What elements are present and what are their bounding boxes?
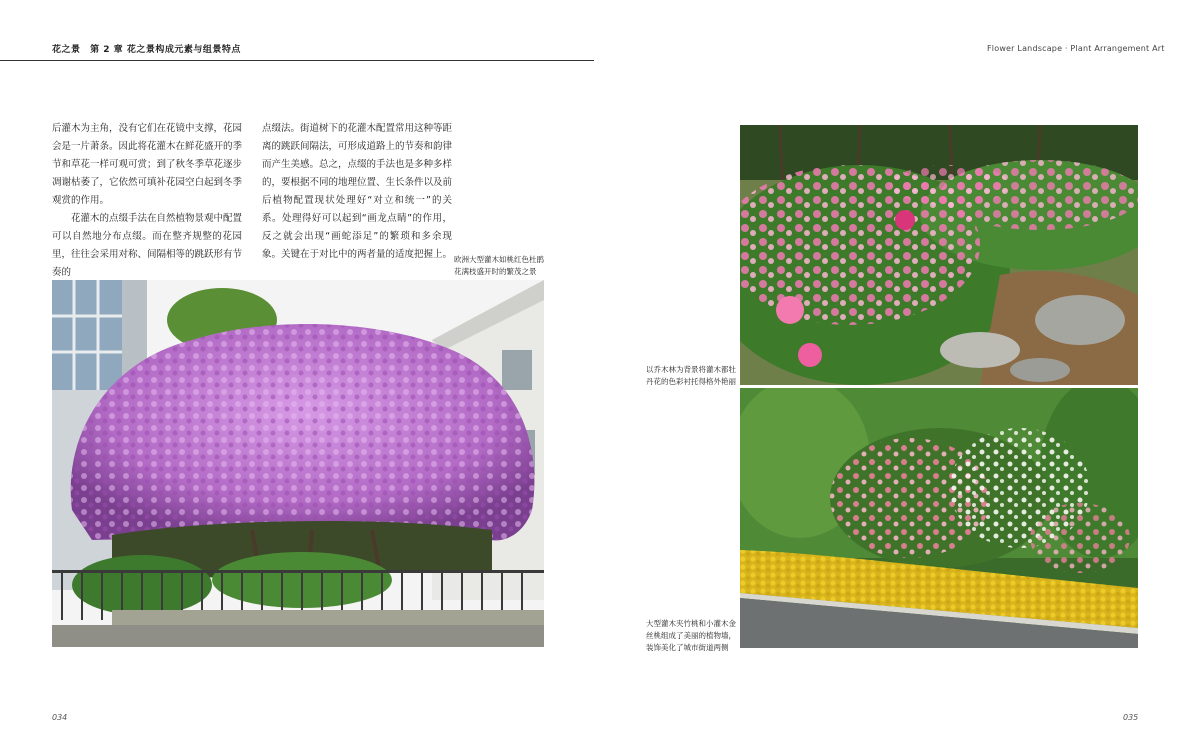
oleander-photo <box>740 388 1138 648</box>
header-rule <box>0 60 594 61</box>
running-header-left <box>52 42 241 55</box>
rhododendron-photo <box>52 280 544 647</box>
paragraph: 花灌木的点缀手法在自然植物景观中配置可以自然地分布点缀。而在整齐规整的花园里，往往会采用对称、间隔相等的跳跃形有节奏的 <box>52 213 243 278</box>
body-column-2 <box>262 120 452 264</box>
page-number-right: 035 <box>1123 713 1139 722</box>
page-number-left: 034 <box>52 713 68 722</box>
peony-photo <box>740 125 1138 385</box>
caption-oleander: 大型灌木夹竹桃和小灌木金丝桃组成了美丽的植物墙，装饰美化了城市街道两侧 <box>646 619 736 652</box>
chapter-title: 第 2 章 花之景构成元素与组景特点 <box>90 45 241 55</box>
caption-peony: 以乔木林为背景将灌木都牡丹花的色彩衬托得格外艳丽 <box>646 365 736 386</box>
paragraph: 后灌木为主角，没有它们在花镜中支撑，花园会是一片萧条。因此将花灌木在鲜花盛开的季节和草花一样可观可赏；到了秋冬季草花逐步凋谢枯萎了，它依然可填补花园空白起到冬季观赏的作用。 <box>52 123 243 206</box>
body-column-1 <box>52 120 242 282</box>
caption-rhododendron: 欧洲大型灌木如桃红色杜鹃花满枝盛开时的繁茂之景 <box>454 255 544 276</box>
running-header-right: Flower Landscape · Plant Arrangement Art <box>987 44 1165 53</box>
paragraph: 点缀法。街道树下的花灌木配置常用这种等距离的跳跃间隔法，可形成道路上的节奏和韵律而产生美感。总之，点缀的手法也是多种多样的，要根据不同的地理位置、生长条件以及前后植物配置现状处理好“对立和统一”的关系。处理得好可以起到“画龙点睛”的作用，反之就会出现“画蛇添足”的繁琐和多余现象。关键在于对比中的两者量的适度把握上。 <box>262 123 453 260</box>
book-title: 花之景 <box>52 45 81 55</box>
